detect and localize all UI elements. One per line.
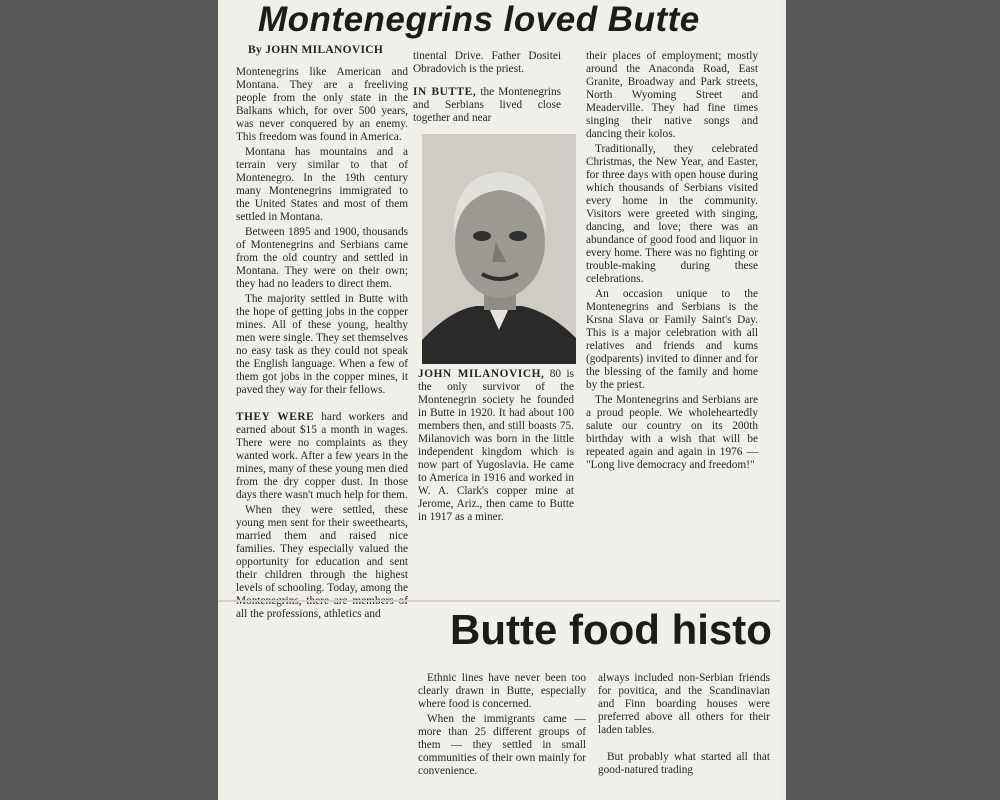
paragraph-text: hard workers and earned about $15 a month in wages. There were no complaints as they wanted work. After a few years in the mines, many of these young men died from the dry copper dust. In those days there wasn't much help for them. [236, 411, 408, 501]
paragraph: Between 1895 and 1900, thousands of Montenegrins and Serbians came from the old country and settled in Montana. They were on their own; they had no leaders to direct them. [236, 226, 408, 290]
paragraph: Montana has mountains and a terrain very similar to that of Montenegro. In the 19th century many Montenegrins immigrated to the United States and most of them settled in Montana. [236, 146, 408, 223]
paragraph-lead-label: THEY WERE [236, 411, 315, 423]
paragraph: tinental Drive. Father Dositei Obradovich is the priest. [413, 50, 561, 75]
article-byline: By JOHN MILANOVICH [248, 44, 384, 56]
paragraph: But probably what started all that good-natured trading [598, 751, 770, 776]
paragraph-with-lead [413, 86, 561, 125]
paragraph: always included non-Serbian friends for povitica, and the Scandinavian and Finn boarding houses were preferred above all others for their laden tables. [598, 672, 770, 736]
paragraph: An occasion unique to the Montenegrins and Serbians is the Krsna Slava or Family Saint's Day. This is a major celebration with all relatives and friends and kums (godparents) invited to dinner and for the blessing of the family and home by the priest. [586, 288, 758, 391]
paragraph-text: the Montenegrins and Serbians lived close together and near [413, 86, 561, 124]
adjacent-clipping-edge [780, 0, 786, 800]
article-column-3 [586, 50, 758, 474]
caption-paragraph [418, 368, 574, 524]
second-article-column-2 [598, 672, 770, 779]
paragraph: When the immigrants came — more than 25 different groups of them — they settled in small communities of their own mainly for convenience. [418, 713, 586, 777]
paragraph: The Montenegrins and Serbians are a proud people. We wholeheartedly salute our country on its 200th birthday with a wish that will be repeated again and again in 1976 — "Long live democracy and freedom!" [586, 394, 758, 471]
article-headline: Montenegrins loved Butte [258, 0, 700, 39]
second-article-column-1 [418, 672, 586, 780]
paragraph: their places of employment; mostly around the Anaconda Road, East Granite, Broadway and Park streets, North Wyoming Street and Meaderville. They had fine times singing their native songs and dancing their kolos. [586, 50, 758, 140]
caption-text: 80 is the only survivor of the Montenegrin society he founded in Butte in 1920. It had about 100 members then, and still boasts 75. Milanovich was born in the little independent kingdom which is now part of Yugoslavia. He came to America in 1916 and worked in W. A. Clark's copper mine at Jerome, Ariz., then came to Butte in 1917 as a miner. [418, 368, 574, 523]
article-column-2-top [413, 50, 561, 127]
paragraph: When they were settled, these young men sent for their sweethearts, married them and raised nice families. They especially valued the opportunity for education and sent their children through the highest levels of schooling. Today, among the all the professions, athletics and [236, 504, 408, 620]
second-article-headline: Butte food histo [450, 606, 772, 653]
photo-caption [418, 368, 574, 526]
paragraph: Montenegrins like American and Montana. They are a freeliving people from the only state in the Balkans which, for over 500 years, was never conquered by an enemy. This freedom was found in America. [236, 66, 408, 143]
caption-lead-label: JOHN MILANOVICH, [418, 368, 545, 380]
paragraph-lead-label: IN BUTTE, [413, 86, 477, 98]
paragraph: Ethnic lines have never been too clearly drawn in Butte, especially where food is concerned. [418, 672, 586, 710]
paragraph: Traditionally, they celebrated Christmas, the New Year, and Easter, for three days with open house during which thousands of Serbians visited every home in the community. Visitors were greeted with singing, dancing, and love; there was an abundance of good food and liquor in every home. There was no fighting or trouble-making during these celebrations. [586, 143, 758, 285]
portrait-photo [422, 134, 576, 364]
newspaper-clipping [218, 0, 780, 800]
portrait-illustration [422, 134, 576, 364]
fold-line [218, 600, 780, 602]
paragraph-with-lead [236, 411, 408, 502]
article-column-1 [236, 66, 408, 623]
paragraph: The majority settled in Butte with the hope of getting jobs in the copper mines. All of these young, healthy men were single. They set themselves no easy task as they could not speak the English language. When a few of them got jobs in the copper mines, it paved they way for their fellows. [236, 293, 408, 396]
